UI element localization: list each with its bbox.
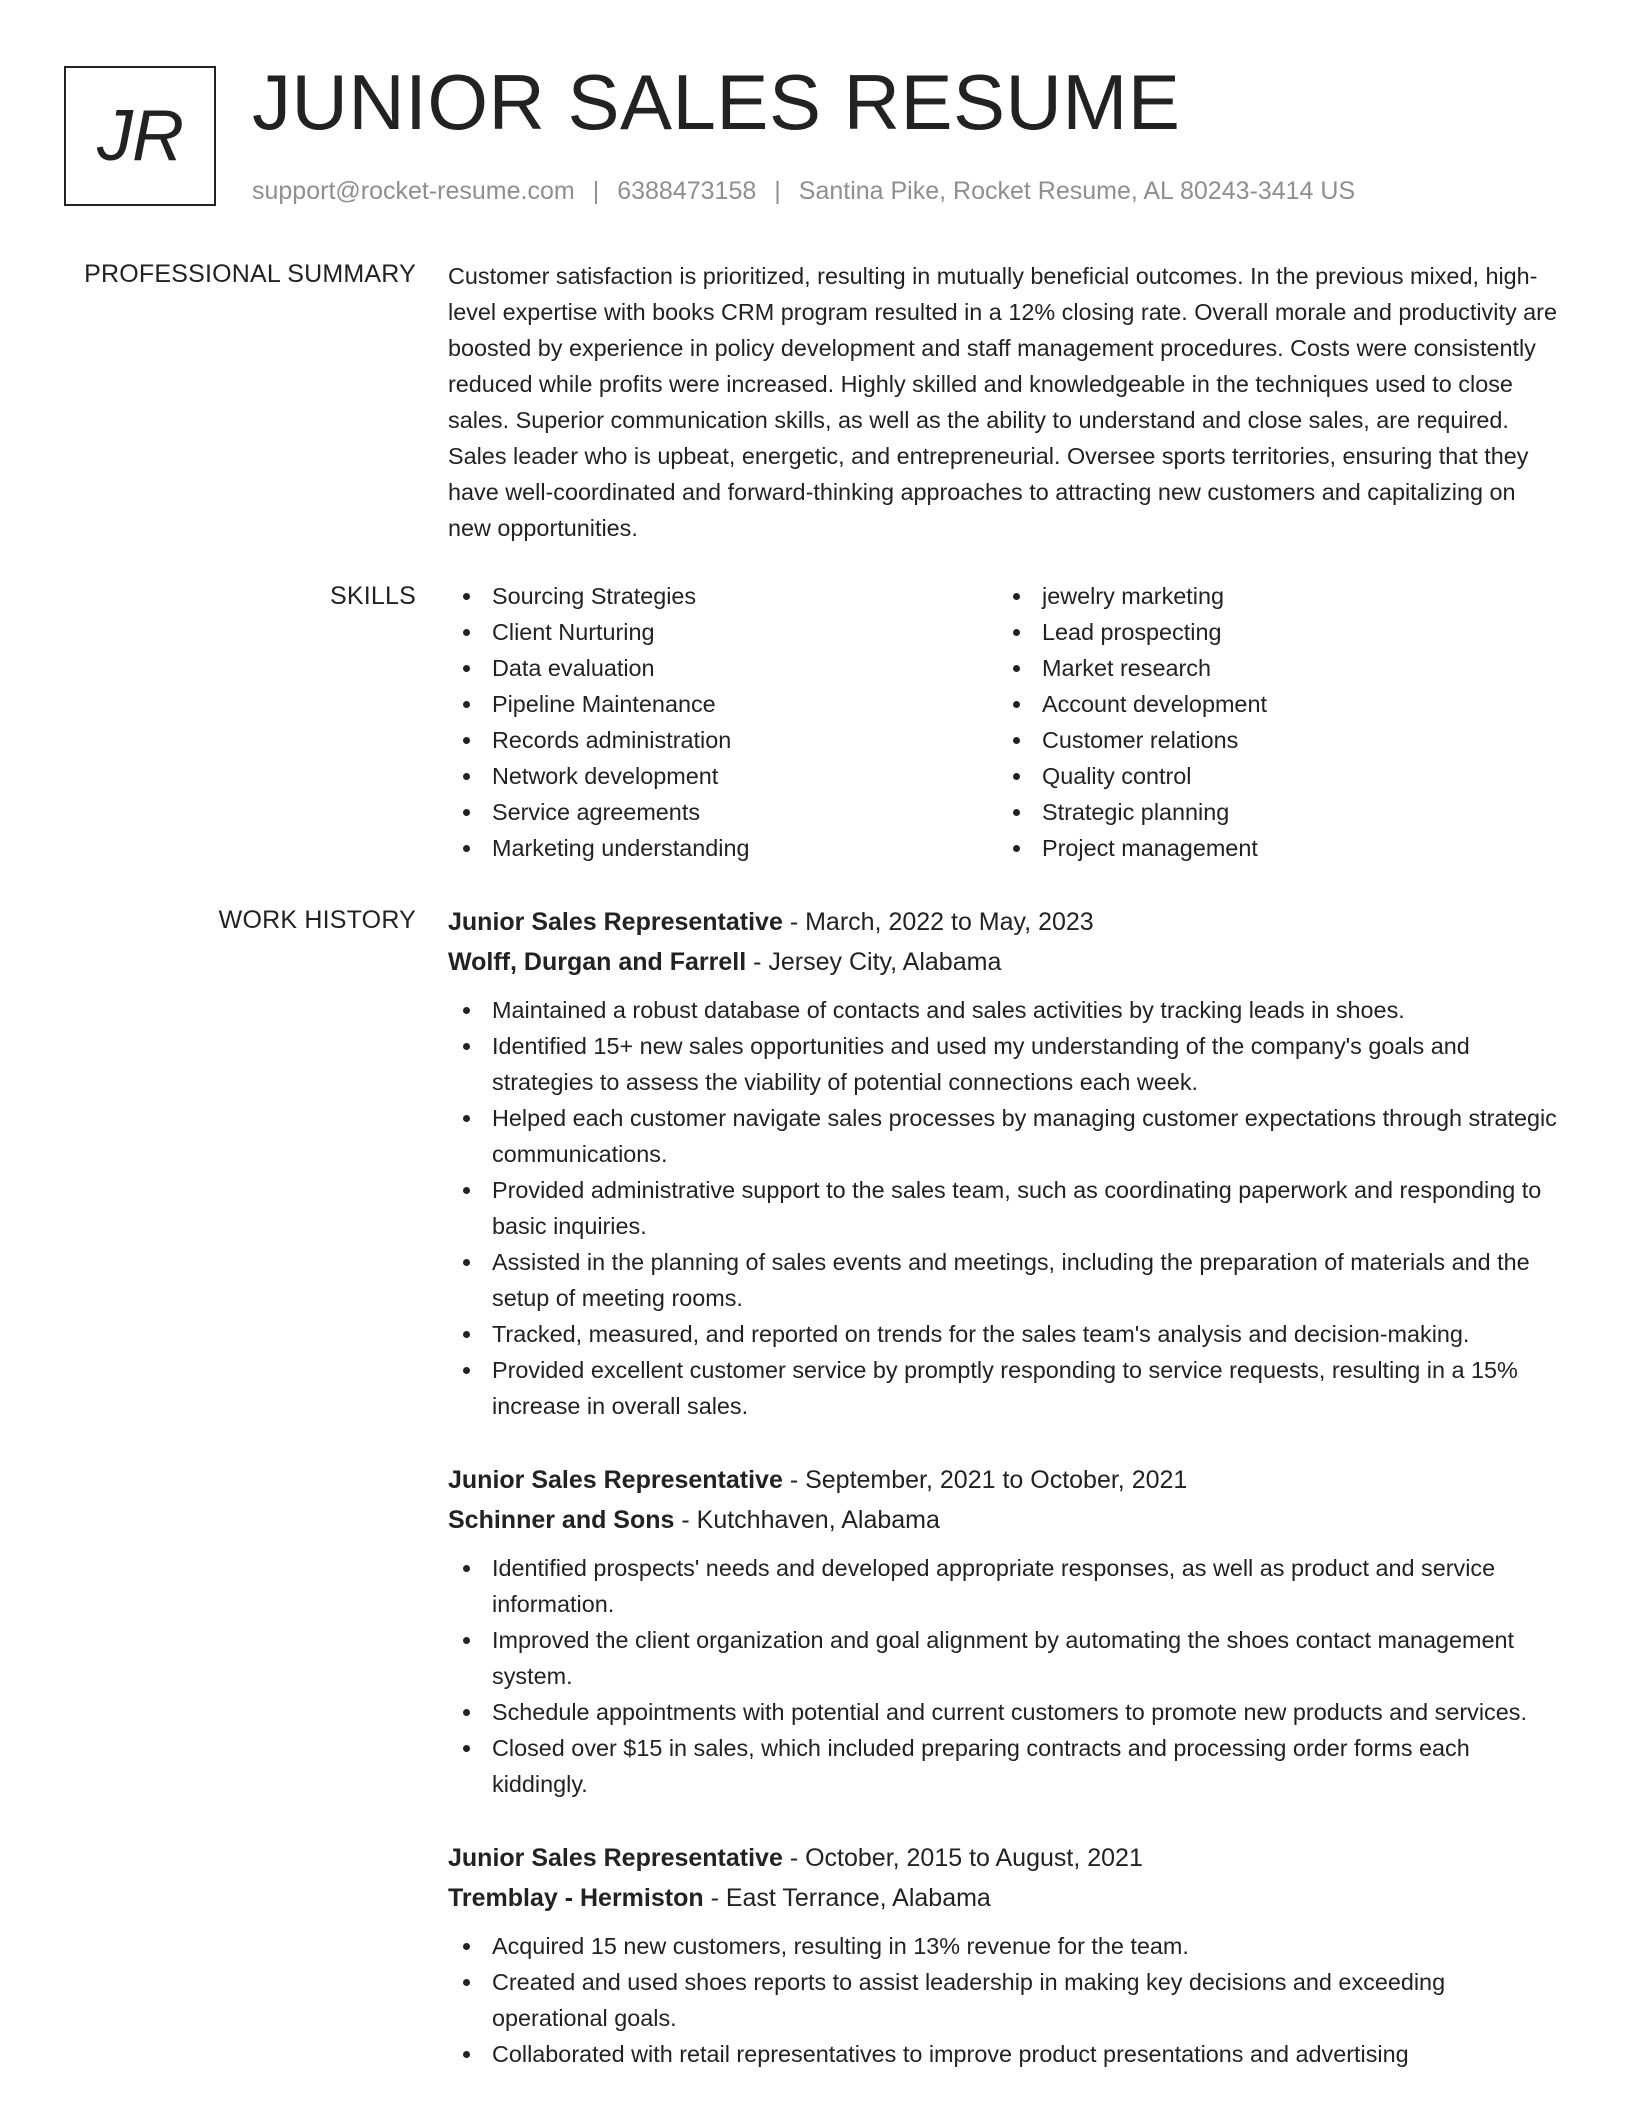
skill-item: Customer relations bbox=[998, 722, 1548, 758]
skills-list-left bbox=[448, 578, 998, 866]
contact-phone: 6388473158 bbox=[617, 177, 757, 205]
skill-item: Market research bbox=[998, 650, 1548, 686]
skills-heading: SKILLS bbox=[330, 582, 416, 610]
job-bullet: Collaborated with retail representatives to improve product presentations and advertising bbox=[448, 2036, 1564, 2072]
job-entry bbox=[448, 902, 1564, 1424]
contact-email: support@rocket-resume.com bbox=[252, 177, 575, 205]
job-bullet: Provided excellent customer service by promptly responding to service requests, resulting in a 15% increase in overall sales. bbox=[448, 1352, 1564, 1424]
skill-item: Pipeline Maintenance bbox=[448, 686, 998, 722]
contact-separator: | bbox=[774, 177, 781, 205]
job-location: - Jersey City, Alabama bbox=[746, 948, 1002, 976]
initials-text: JR bbox=[97, 96, 183, 176]
job-entry bbox=[448, 1838, 1564, 2072]
work-history-heading: WORK HISTORY bbox=[218, 906, 416, 934]
skill-item: Quality control bbox=[998, 758, 1548, 794]
job-bullet: Tracked, measured, and reported on trends for the sales team's analysis and decision-making. bbox=[448, 1316, 1564, 1352]
work-history-body bbox=[448, 902, 1564, 2108]
skill-item: Marketing understanding bbox=[448, 830, 998, 866]
job-bullet: Assisted in the planning of sales events and meetings, including the preparation of materials and the setup of meeting rooms. bbox=[448, 1244, 1564, 1316]
company-name: Tremblay - Hermiston bbox=[448, 1884, 704, 1912]
contact-separator: | bbox=[592, 177, 600, 205]
job-company-line bbox=[448, 942, 1564, 982]
company-name: Wolff, Durgan and Farrell bbox=[448, 948, 747, 976]
skill-item: Client Nurturing bbox=[448, 614, 998, 650]
skill-item: Network development bbox=[448, 758, 998, 794]
job-dates: - September, 2021 to October, 2021 bbox=[782, 1466, 1188, 1494]
initials-monogram bbox=[64, 66, 216, 206]
skills-list-right bbox=[998, 578, 1548, 866]
job-bullet: Identified 15+ new sales opportunities and used my understanding of the company's goals and strategies to assess the viability of potential connections each week. bbox=[448, 1028, 1564, 1100]
job-bullet: Provided administrative support to the sales team, such as coordinating paperwork and responding to basic inquiries. bbox=[448, 1172, 1564, 1244]
job-title: Junior Sales Representative bbox=[448, 1844, 783, 1872]
job-company-line bbox=[448, 1878, 1564, 1918]
job-title-line bbox=[448, 902, 1564, 942]
job-bullet: Improved the client organization and goal alignment by automating the shoes contact management system. bbox=[448, 1622, 1564, 1694]
job-bullets bbox=[448, 1550, 1564, 1802]
resume-title: JUNIOR SALES RESUME bbox=[252, 58, 1181, 146]
skill-item: Sourcing Strategies bbox=[448, 578, 998, 614]
skill-item: Data evaluation bbox=[448, 650, 998, 686]
skills-body bbox=[448, 578, 1564, 866]
job-bullet: Schedule appointments with potential and current customers to promote new products and services. bbox=[448, 1694, 1564, 1730]
job-bullet: Identified prospects' needs and developed appropriate responses, as well as product and service information. bbox=[448, 1550, 1564, 1622]
job-bullet: Closed over $15 in sales, which included preparing contracts and processing order forms each kiddingly. bbox=[448, 1730, 1564, 1802]
job-dates: - October, 2015 to August, 2021 bbox=[782, 1844, 1143, 1872]
job-title: Junior Sales Representative bbox=[448, 908, 783, 936]
job-title-line bbox=[448, 1460, 1564, 1500]
job-bullet: Created and used shoes reports to assist leadership in making key decisions and exceeding operational goals. bbox=[448, 1964, 1564, 2036]
job-title: Junior Sales Representative bbox=[448, 1466, 783, 1494]
company-name: Schinner and Sons bbox=[448, 1506, 675, 1534]
job-location: - Kutchhaven, Alabama bbox=[674, 1506, 940, 1534]
job-title-line bbox=[448, 1838, 1564, 1878]
summary-body bbox=[448, 258, 1564, 546]
contact-address: Santina Pike, Rocket Resume, AL 80243-3414 US bbox=[798, 177, 1356, 205]
job-bullets bbox=[448, 1928, 1564, 2072]
summary-heading: PROFESSIONAL SUMMARY bbox=[84, 260, 416, 288]
job-company-line bbox=[448, 1500, 1564, 1540]
job-dates: - March, 2022 to May, 2023 bbox=[782, 908, 1094, 936]
skill-item: Service agreements bbox=[448, 794, 998, 830]
skill-item: Account development bbox=[998, 686, 1548, 722]
contact-line bbox=[252, 174, 1355, 208]
job-entry bbox=[448, 1460, 1564, 1802]
skill-item: Project management bbox=[998, 830, 1548, 866]
job-bullet: Acquired 15 new customers, resulting in 13% revenue for the team. bbox=[448, 1928, 1564, 1964]
skill-item: Strategic planning bbox=[998, 794, 1548, 830]
job-bullets bbox=[448, 992, 1564, 1424]
job-bullet: Helped each customer navigate sales processes by managing customer expectations through strategic communications. bbox=[448, 1100, 1564, 1172]
skill-item: jewelry marketing bbox=[998, 578, 1548, 614]
job-location: - East Terrance, Alabama bbox=[703, 1884, 991, 1912]
skill-item: Records administration bbox=[448, 722, 998, 758]
job-bullet: Maintained a robust database of contacts and sales activities by tracking leads in shoes. bbox=[448, 992, 1564, 1028]
summary-text: Customer satisfaction is prioritized, resulting in mutually beneficial outcomes. In the previous mixed, high-level expertise with books CRM program resulted in a 12% closing rate. Overall morale and productivity are boosted by experience in policy development and staff management procedures. Costs were consistently reduced while profits were increased. Highly skilled and knowledgeable in the techniques used to close sales. Superior communication skills, as well as the ability to understand and close sales, are required. Sales leader who is upbeat, energetic, and entrepreneurial. Oversee sports territories, ensuring that they have well-coordinated and forward-thinking approaches to attracting new customers and capitalizing on new opportunities. bbox=[448, 263, 1557, 541]
skill-item: Lead prospecting bbox=[998, 614, 1548, 650]
